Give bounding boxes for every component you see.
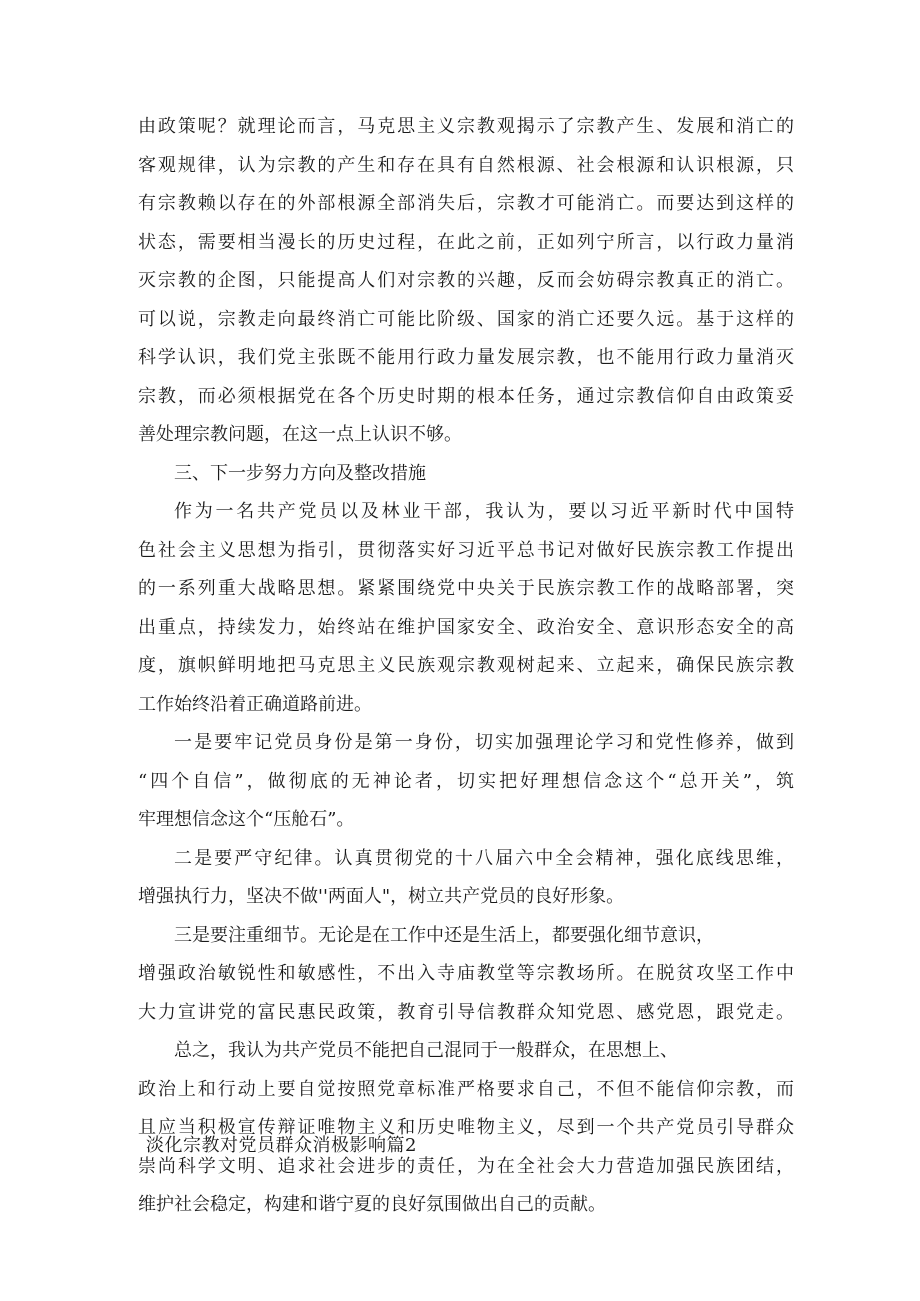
text-line: 增强执行力，坚决不做''两面人"，树立共产党员的良好形象。 bbox=[138, 886, 625, 907]
text-line: 科学认识，我们党主张既不能用行政力量发展宗教，也不能用行政力量消灭 bbox=[138, 347, 794, 368]
text-line: 三是要注重细节。无论是在工作中还是生活上，都要强化细节意识， bbox=[174, 924, 714, 946]
text-line: 灭宗教的企图，只能提高人们对宗教的兴趣，反而会妨碍宗教真正的消亡。 bbox=[138, 270, 794, 291]
text-line: 的一系列重大战略思想。紧紧围绕党中央关于民族宗教工作的战略部署，突 bbox=[138, 578, 794, 599]
text-line: 且应当积极宣传辩证唯物主义和历史唯物主义，尽到一个共产党员引导群众 bbox=[138, 1117, 794, 1138]
text-line: 由政策呢？就理论而言，马克思主义宗教观揭示了宗教产生、发展和消亡的 bbox=[138, 116, 794, 137]
text-line: 三、下一步努力方向及整改措施 bbox=[174, 462, 426, 484]
text-line: 作为一名共产党员以及林业干部，我认为，要以习近平新时代中国特 bbox=[174, 501, 794, 522]
text-line: “四个自信”，做彻底的无神论者，切实把好理想信念这个“总开关”，筑 bbox=[138, 770, 794, 792]
text-line: 有宗教赖以存在的外部根源全部消失后，宗教才可能消亡。而要达到这样的 bbox=[138, 193, 794, 214]
text-line: 客观规律，认为宗教的产生和存在具有自然根源、社会根源和认识根源，只 bbox=[138, 154, 794, 176]
text-line: 宗教，而必须根据党在各个历史时期的根本任务，通过宗教信仰自由政策妥 bbox=[138, 385, 794, 407]
text-line: 总之，我认为共产党员不能把自己混同于一般群众，在思想上、 bbox=[174, 1040, 678, 1061]
text-line: 增强政治敏锐性和敏感性，不出入寺庙教堂等宗教场所。在脱贫攻坚工作中 bbox=[138, 963, 794, 984]
text-line: 工作始终沿着正确道路前进。 bbox=[138, 693, 372, 715]
text-line: 大力宣讲党的富民惠民政策，教育引导信教群众知党恩、感党恩，跟党走。 bbox=[138, 1001, 794, 1023]
text-line: 度，旗帜鲜明地把马克思主义民族观宗教观树起来、立起来，确保民族宗教 bbox=[138, 655, 794, 676]
text-line: 善处理宗教问题，在这一点上认识不够。 bbox=[138, 424, 462, 445]
text-line: 色社会主义思想为指引，贯彻落实好习近平总书记对做好民族宗教工作提出 bbox=[138, 539, 794, 561]
text-line: 崇尚科学文明、追求社会进步的责任，为在全社会大力营造加强民族团结， bbox=[138, 1155, 794, 1177]
text-line: 牢理想信念这个“压舱石”。 bbox=[138, 809, 355, 830]
text-line: 一是要牢记党员身份是第一身份，切实加强理论学习和党性修养，做到 bbox=[174, 732, 794, 753]
section-title: 淡化宗教对党员群众消极影响篇2 bbox=[146, 1135, 417, 1156]
body-text bbox=[138, 108, 794, 1225]
text-line: 可以说，宗教走向最终消亡可能比阶级、国家的消亡还要久远。基于这样的 bbox=[138, 308, 794, 330]
text-line: 出重点，持续发力，始终站在维护国家安全、政治安全、意识形态安全的高 bbox=[138, 616, 794, 638]
text-line: 二是要严守纪律。认真贯彻党的十八届六中全会精神，强化底线思维， bbox=[174, 847, 794, 869]
text-line: 状态，需要相当漫长的历史过程，在此之前，正如列宁所言，以行政力量消 bbox=[138, 231, 794, 253]
text-line: 政治上和行动上要自觉按照党章标准严格要求自己，不但不能信仰宗教，而 bbox=[138, 1078, 794, 1100]
text-line: 维护社会稳定，构建和谐宁夏的良好氛围做出自己的贡献。 bbox=[138, 1194, 606, 1215]
